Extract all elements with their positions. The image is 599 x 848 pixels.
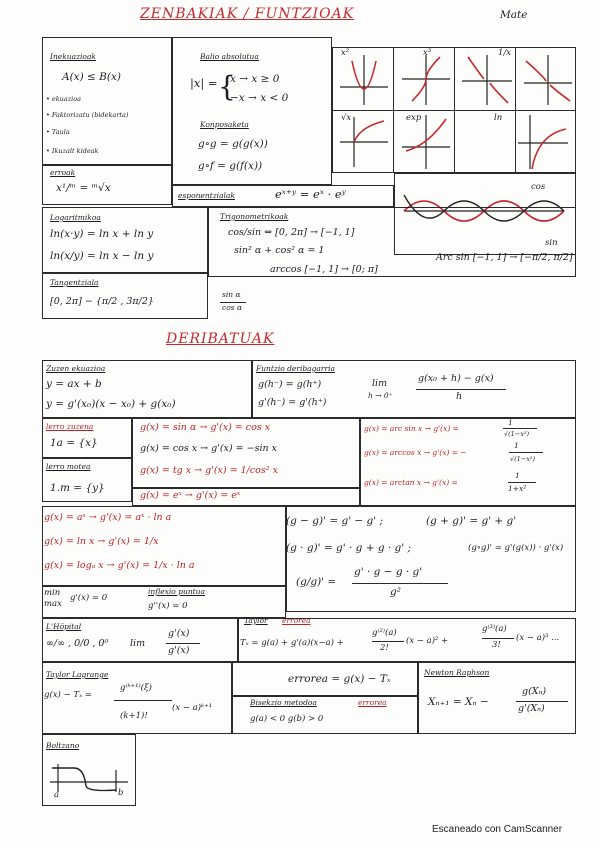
inekuazioak-item: • Faktorizatu (bidekarta) bbox=[46, 111, 129, 119]
limit-label: lim bbox=[372, 378, 388, 389]
limit-under: h → 0⁺ bbox=[368, 391, 393, 400]
graph-label-x3: x³ bbox=[423, 48, 432, 58]
rule-composition: (g∘g)' = g'(g(x)) · g'(x) bbox=[468, 543, 564, 553]
bolzano-a: a bbox=[54, 790, 60, 800]
bolzano-label: Boltzano bbox=[46, 741, 80, 750]
trig-eq4: Arc sin [−1, 1] → [−π/2, π/2] bbox=[436, 252, 573, 263]
taylor-lagrange-num: g⁽ᵏ⁺¹⁾(ξ) bbox=[120, 683, 152, 693]
taylor-label2: errorea bbox=[282, 616, 311, 625]
taylor-label: Taylor bbox=[244, 616, 268, 625]
logaritmikoa-label: Logaritmikoa bbox=[50, 213, 101, 222]
newton-lhs: Xₙ₊₁ = Xₙ − bbox=[428, 696, 489, 708]
taylor-t3-num: g⁽³⁾(a) bbox=[482, 624, 507, 634]
abs-case2: −x → x < 0 bbox=[230, 92, 289, 104]
konposaketa-eq2: g∘f = g(f(x)) bbox=[198, 160, 263, 172]
subject-label: Mate bbox=[500, 9, 528, 21]
rule-quotient-lhs: (g/g)' = bbox=[296, 576, 337, 588]
taylor-lagrange-lhs: g(x) − Tₓ = bbox=[44, 690, 92, 700]
arc-derivative-den: 1+x² bbox=[508, 484, 527, 493]
arc-derivative-num: 1 bbox=[514, 441, 519, 450]
errorea-eq: errorea = g(x) − Tₓ bbox=[288, 673, 391, 685]
esponentzialak-formula: eˣ⁺ʸ = eˣ · eʸ bbox=[275, 187, 346, 201]
biskzio-label2: errorea bbox=[358, 698, 387, 707]
taylor-t2-num: g⁽²⁾(a) bbox=[372, 628, 397, 638]
exp-derivative: g(x) = eˣ → g'(x) = eˣ bbox=[140, 490, 241, 501]
taylor-t3-tail: (x − a)³ ... bbox=[516, 633, 560, 643]
function-graphs-icon bbox=[332, 47, 576, 173]
max-label: max bbox=[44, 599, 62, 609]
arc-derivative-num: 1 bbox=[515, 471, 520, 480]
log-eq2: ln(x/y) = ln x − ln y bbox=[50, 250, 154, 262]
arc-derivative-den: √(1−x²) bbox=[504, 430, 530, 438]
arc-derivative-num: 1 bbox=[508, 418, 513, 427]
inekuazioak-item: • ekuazioa bbox=[46, 95, 82, 103]
tangentziala-frac-den: cos α bbox=[222, 303, 243, 312]
graph-label-sqrt: √x bbox=[341, 113, 352, 123]
trig-eq2: sin² α + cos² α = 1 bbox=[234, 245, 325, 256]
inflexio-label: inflexio puntua bbox=[148, 587, 205, 596]
taylor-t2-den: 2! bbox=[380, 643, 389, 653]
lerro-mota-label: lerro motea bbox=[46, 462, 91, 471]
deribagarria-eq2: g'(h⁻) = g'(h⁺) bbox=[258, 397, 327, 408]
inflexio-eq: g''(x) = 0 bbox=[148, 601, 188, 611]
biskzio-eq: g(a) < 0 g(b) > 0 bbox=[250, 714, 324, 724]
taylor-lagrange-label: Taylor Lagrange bbox=[46, 670, 109, 679]
page-title: ZENBAKIAK / FUNTZIOAK bbox=[140, 6, 355, 22]
rule-sum: (g + g)' = g' + g' bbox=[426, 515, 517, 527]
deribagarria-eq1: g(h⁻) = g(h⁺) bbox=[258, 379, 322, 390]
esponentzialak-label: esponentzialak bbox=[178, 191, 235, 200]
arc-derivative-den: √(1−x²) bbox=[510, 455, 536, 463]
trig-derivative: g(x) = tg x → g'(x) = 1/cos² x bbox=[140, 465, 278, 476]
bolzano-b: b bbox=[118, 788, 124, 798]
graph-label-ln: ln bbox=[494, 113, 503, 123]
graph-label-x2: x² bbox=[341, 48, 350, 58]
lerro-zuzena-label: lerro zuzena bbox=[46, 422, 94, 431]
other-derivative: g(x) = ln x → g'(x) = 1/x bbox=[44, 536, 159, 547]
inekuazioak-item: • Ikuzalt kideak bbox=[46, 147, 99, 155]
lerro-mota-eq: 1.m = {y} bbox=[50, 482, 105, 494]
minmax-eq: g'(x) = 0 bbox=[70, 593, 108, 603]
rule-difference: (g − g)' = g' − g' ; bbox=[286, 515, 384, 527]
abs-lhs: |x| = bbox=[190, 76, 218, 90]
lerro-zuzena-eq: 1a = {x} bbox=[50, 437, 98, 449]
tangentziala-frac-num: sin α bbox=[222, 290, 241, 299]
trigonometrikoak-label: Trigonometrikoak bbox=[220, 212, 289, 221]
newton-num: g(Xₙ) bbox=[522, 686, 547, 697]
biskzio-label: Bisekzio metodoa bbox=[250, 698, 317, 707]
trig-eq1: cos/sin ⇔ [0, 2π] → [−1, 1] bbox=[228, 227, 355, 238]
rule-quotient-num: g' · g − g · g' bbox=[354, 566, 423, 578]
hopital-lim: lim bbox=[130, 638, 146, 649]
hopital-num: g'(x) bbox=[168, 628, 190, 639]
erroak-label: erroak bbox=[50, 168, 76, 177]
trig-derivative: g(x) = cos x → g'(x) = −sin x bbox=[140, 443, 277, 454]
graph-label-inv: 1/x bbox=[498, 48, 512, 58]
inekuazioak-item: • Taula bbox=[46, 128, 70, 136]
konposaketa-label: Konposaketa bbox=[200, 120, 249, 129]
tangentziala-label: Tangentziala bbox=[50, 278, 99, 287]
zuzen-eq2: y = g'(x₀)(x − x₀) + g(x₀) bbox=[46, 398, 176, 410]
rule-quotient-den: g² bbox=[390, 586, 401, 598]
graph-label-exp: exp bbox=[406, 113, 422, 123]
hopital-label: L'Hôpital bbox=[46, 622, 82, 631]
arc-derivative-lhs: g(x) = arctan x → g'(x) = bbox=[364, 478, 458, 487]
other-derivative: g(x) = aˣ → g'(x) = aˣ · ln a bbox=[44, 512, 172, 523]
taylor-lagrange-den: (k+1)! bbox=[120, 711, 148, 721]
limit-den: h bbox=[456, 391, 463, 402]
min-label: min bbox=[44, 588, 61, 598]
hopital-den: g'(x) bbox=[168, 645, 190, 656]
inekuazioak-label: Inekuazioak bbox=[50, 52, 96, 61]
deribatuak-title: DERIBATUAK bbox=[166, 331, 275, 347]
inekuazioak-formula: A(x) ≤ B(x) bbox=[62, 71, 122, 83]
graph-label-cos: cos bbox=[531, 182, 546, 192]
funtzio-deribagarria-label: Funtzio deribagarria bbox=[256, 364, 335, 373]
trig-derivative: g(x) = sin α → g'(x) = cos x bbox=[140, 422, 271, 433]
scanner-watermark: Escaneado con CamScanner bbox=[432, 824, 563, 835]
abs-case1: x → x ≥ 0 bbox=[230, 73, 280, 85]
trig-eq3: arccos [−1, 1] → [0; π] bbox=[270, 264, 378, 275]
balio-absolutua-label: Balio absolutua bbox=[200, 52, 259, 61]
konposaketa-eq1: g∘g = g(g(x)) bbox=[198, 138, 268, 150]
zuzen-eq1: y = ax + b bbox=[46, 378, 102, 390]
taylor-lagrange-tail: (x − a)ᵏ⁺¹ bbox=[172, 703, 213, 713]
erroak-formula: x¹/ᵐ = ᵐ√x bbox=[56, 182, 111, 194]
newton-label: Newton Raphson bbox=[424, 668, 490, 677]
brace-icon: { bbox=[218, 70, 236, 103]
taylor-t3-den: 3! bbox=[492, 640, 501, 650]
zuzen-ekuazioa-label: Zuzen ekuazioa bbox=[46, 364, 106, 373]
taylor-t2-tail: (x − a)² + bbox=[406, 636, 449, 646]
arc-derivative-lhs: g(x) = arccos x → g'(x) = − bbox=[364, 448, 467, 457]
tangentziala-eq: [0, 2π] − {π/2 , 3π/2} bbox=[50, 296, 154, 307]
hopital-forms: ∞/∞ , 0/0 , 0⁰ bbox=[46, 638, 109, 649]
log-eq1: ln(x·y) = ln x + ln y bbox=[50, 228, 154, 240]
other-derivative: g(x) = logₐ x → g'(x) = 1/x · ln a bbox=[44, 560, 195, 571]
newton-den: g'(Xₙ) bbox=[518, 703, 545, 714]
arc-derivative-lhs: g(x) = arc sin x → g'(x) = bbox=[364, 424, 459, 433]
rule-product: (g · g)' = g' · g + g · g' ; bbox=[286, 542, 412, 554]
limit-num: g(x₀ + h) − g(x) bbox=[418, 373, 494, 384]
taylor-lhs: Tₓ = g(a) + g'(a)(x−a) + bbox=[240, 638, 344, 648]
graph-label-sin: sin bbox=[545, 238, 558, 248]
